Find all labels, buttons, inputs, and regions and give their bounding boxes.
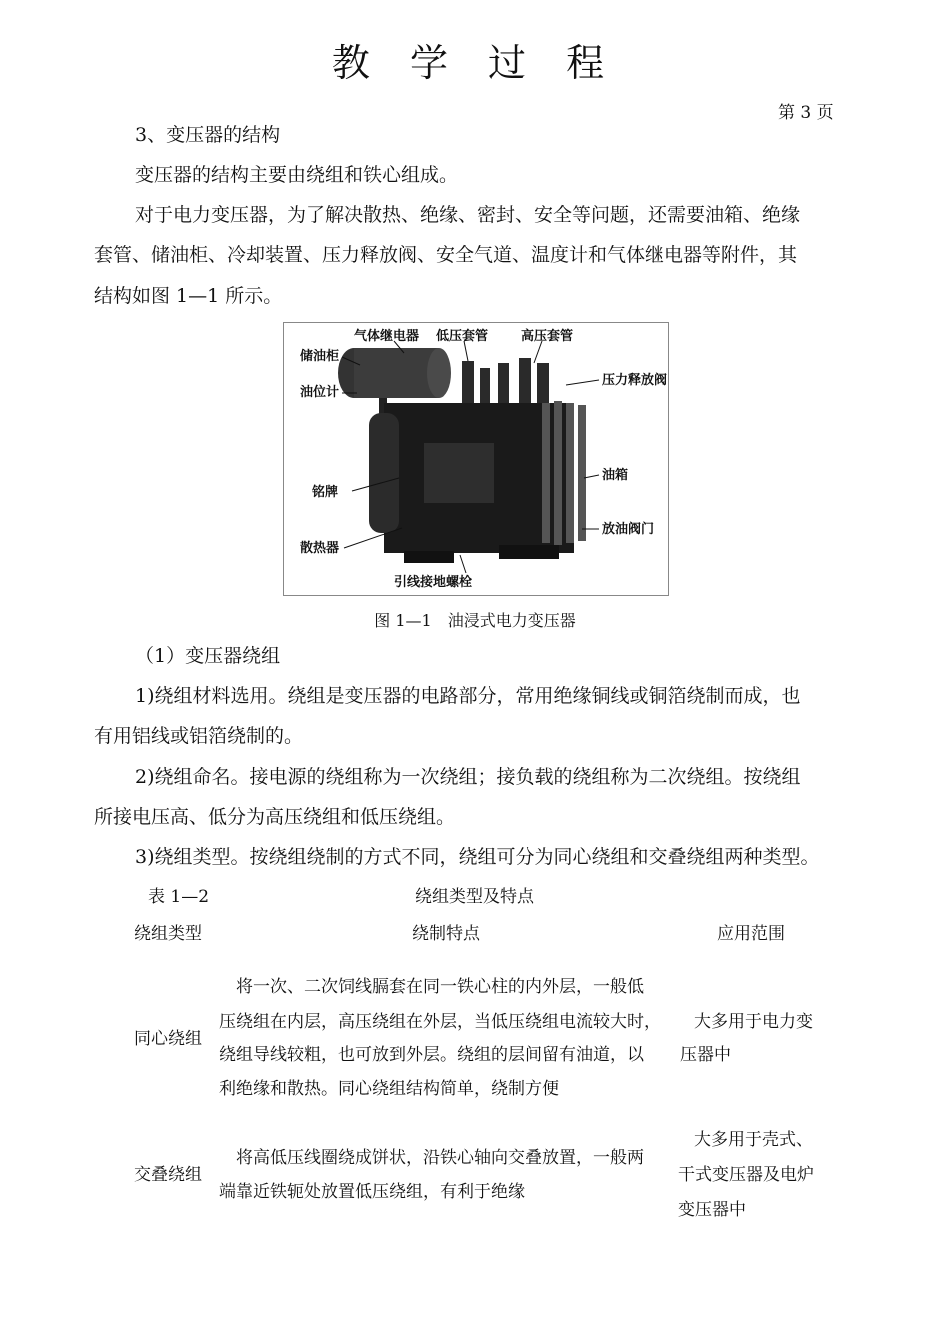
table-cell-usage-line: 干式变压器及电炉 (678, 1165, 814, 1185)
paragraph-line: 有用铝线或铝箔绕制的。 (94, 725, 304, 747)
table-cell-usage-line: 大多用于电力变 (694, 1012, 813, 1032)
paragraph-line: 2)绕组命名。接电源的绕组称为一次绕组；接负载的绕组称为二次绕组。按绕组 (135, 766, 801, 788)
label-tank: 油箱 (602, 468, 629, 483)
table-number: 表 1—2 (148, 887, 210, 907)
table-cell-feature-line: 端靠近铁轭处放置低压绕组，有利于绝缘 (219, 1182, 525, 1202)
label-ground-bolt: 引线接地螺栓 (394, 575, 473, 590)
intro-para-line: 套管、储油柜、冷却装置、压力释放阀、安全气道、温度计和气体继电器等附件，其 (94, 244, 798, 266)
table-cell-type: 同心绕组 (134, 1029, 202, 1049)
table-cell-usage-line: 大多用于壳式、 (694, 1130, 813, 1150)
paragraph-line: 3)绕组类型。按绕组绕制的方式不同，绕组可分为同心绕组和交叠绕组两种类型。 (135, 846, 820, 868)
table-header-features: 绕制特点 (412, 924, 480, 944)
table-cell-feature-line: 将一次、二次饲线膈套在同一铁心柱的内外层，一般低 (236, 977, 644, 997)
page-number: 第 3 页 (778, 103, 834, 123)
transformer-illustration (284, 323, 668, 595)
subsection-heading: （1）变压器绕组 (135, 645, 281, 667)
label-relief-valve: 压力释放阀 (602, 373, 668, 388)
table-cell-usage-line: 压器中 (680, 1045, 731, 1065)
table-header-type: 绕组类型 (134, 924, 202, 944)
label-conservator: 储油柜 (300, 349, 340, 364)
intro-para-line: 结构如图 1—1 所示。 (94, 285, 283, 307)
label-radiator: 散热器 (300, 541, 340, 556)
intro-line: 变压器的结构主要由绕组和铁心组成。 (135, 164, 459, 186)
table-title: 绕组类型及特点 (415, 887, 534, 907)
table-cell-feature-line: 将高低压线圈绕成饼状，沿铁心轴向交叠放置，一般两 (236, 1148, 644, 1168)
label-nameplate: 铭牌 (312, 485, 339, 500)
page-title: 教 学 过 程 (331, 41, 619, 85)
label-gas-relay: 气体继电器 (354, 329, 420, 344)
table-cell-type: 交叠绕组 (134, 1165, 202, 1185)
intro-para-line: 对于电力变压器，为了解决散热、绝缘、密封、安全等问题，还需要油箱、绝缘 (135, 204, 801, 226)
label-oil-gauge: 油位计 (300, 385, 340, 400)
section-heading: 3、变压器的结构 (135, 124, 281, 146)
table-header-usage: 应用范围 (717, 924, 785, 944)
figure-caption: 图 1—1 油浸式电力变压器 (374, 611, 576, 630)
label-low-bushing: 低压套管 (436, 329, 489, 344)
table-cell-usage-line: 变压器中 (678, 1200, 746, 1220)
table-cell-feature-line: 绕组导线较粗，也可放到外层。绕组的层间留有油道，以 (219, 1045, 644, 1065)
label-high-bushing: 高压套管 (521, 329, 574, 344)
transformer-figure (283, 322, 669, 596)
table-cell-feature-line: 利绝缘和散热。同心绕组结构简单，绕制方便 (219, 1079, 559, 1099)
table-cell-feature-line: 压绕组在内层，高压绕组在外层，当低压绕组电流较大时， (219, 1012, 661, 1032)
label-drain-valve: 放油阀门 (602, 522, 655, 537)
paragraph-line: 所接电压高、低分为高压绕组和低压绕组。 (94, 806, 456, 828)
paragraph-line: 1)绕组材料选用。绕组是变压器的电路部分，常用绝缘铜线或铜箔绕制而成，也 (135, 685, 801, 707)
